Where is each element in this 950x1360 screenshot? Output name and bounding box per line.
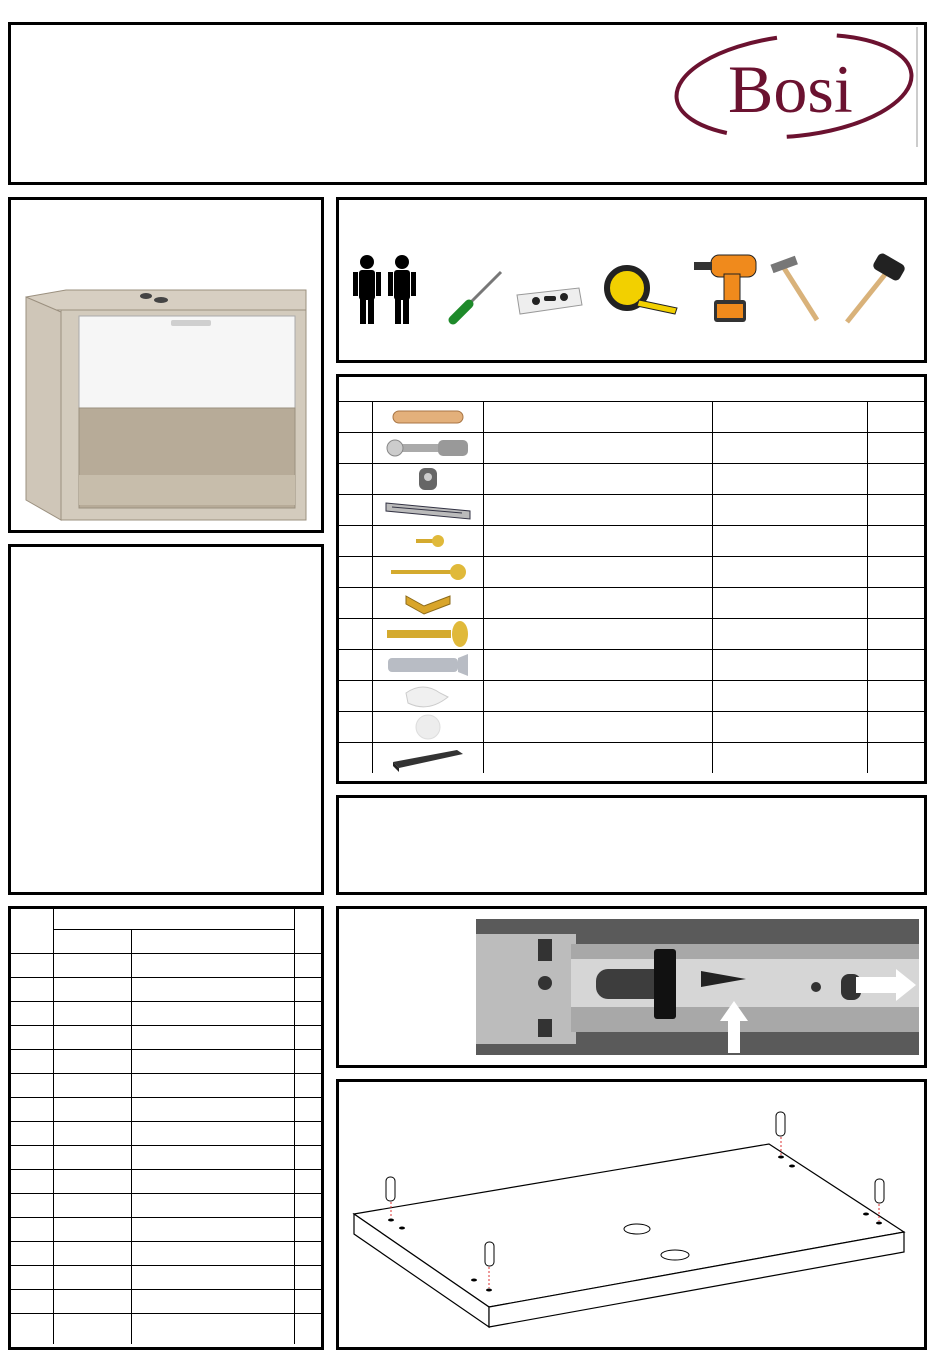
hardware-cell (483, 402, 712, 433)
hardware-cell (483, 681, 712, 712)
two-people-icon (353, 255, 416, 324)
hardware-image-cell (372, 743, 483, 774)
parts-cell (53, 954, 131, 978)
wall-plug-icon (373, 650, 483, 680)
parts-cell (11, 1266, 53, 1290)
parts-cell (294, 1098, 321, 1122)
hardware-row (339, 743, 924, 774)
parts-table-subheader (11, 930, 321, 954)
product-image-panel (8, 197, 324, 533)
hardware-cell (712, 557, 868, 588)
hardware-cell (339, 650, 372, 681)
parts-cell (53, 1170, 131, 1194)
parts-table-row (11, 1098, 321, 1122)
hardware-list-panel (336, 374, 927, 784)
parts-cell (11, 1026, 53, 1050)
note-panel (336, 795, 927, 895)
bosi-logo (672, 28, 917, 148)
hardware-cell (868, 650, 924, 681)
parts-cell (294, 1194, 321, 1218)
tape-measure-icon (607, 268, 677, 314)
hardware-row (339, 433, 924, 464)
parts-list-panel (8, 906, 324, 1350)
hardware-row (339, 650, 924, 681)
hardware-cell (339, 619, 372, 650)
parts-table-row (11, 1218, 321, 1242)
hardware-cell (339, 433, 372, 464)
hammer-icon (770, 256, 817, 320)
hardware-cell (868, 464, 924, 495)
parts-table-row (11, 1050, 321, 1074)
hardware-row (339, 526, 924, 557)
parts-cell (131, 1050, 294, 1074)
hardware-table (339, 401, 924, 773)
tools-panel (336, 197, 927, 363)
parts-cell (294, 954, 321, 978)
hardware-cell (483, 464, 712, 495)
parts-cell (294, 1290, 321, 1314)
hardware-cell (339, 526, 372, 557)
hardware-cell (712, 433, 868, 464)
wood-dowel-icon (373, 402, 483, 432)
hardware-row (339, 588, 924, 619)
parts-table-row (11, 1002, 321, 1026)
short-screw-icon (373, 526, 483, 556)
parts-cell (11, 1098, 53, 1122)
parts-cell (53, 1242, 131, 1266)
hardware-cell (868, 402, 924, 433)
parts-table-row (11, 1314, 321, 1345)
parts-table-row (11, 1074, 321, 1098)
cover-cap-icon (373, 712, 483, 742)
parts-cell (53, 1218, 131, 1242)
hardware-cell (483, 588, 712, 619)
parts-cell (11, 1218, 53, 1242)
parts-table-row (11, 1290, 321, 1314)
hardware-cell (483, 433, 712, 464)
hardware-row (339, 495, 924, 526)
hardware-row (339, 464, 924, 495)
parts-cell (53, 978, 131, 1002)
hardware-cell (868, 526, 924, 557)
panel-dowel-insertion-diagram (339, 1082, 924, 1347)
hardware-image-cell (372, 681, 483, 712)
parts-cell (11, 1050, 53, 1074)
parts-cell (131, 1266, 294, 1290)
hardware-cell (868, 743, 924, 774)
hardware-cell (483, 712, 712, 743)
parts-cell (294, 1146, 321, 1170)
parts-cell (11, 1242, 53, 1266)
hardware-cell (712, 526, 868, 557)
hardware-cell (483, 743, 712, 774)
parts-cell (131, 1026, 294, 1050)
parts-cell (11, 1146, 53, 1170)
parts-cell (11, 1170, 53, 1194)
hardware-cell (868, 433, 924, 464)
parts-cell (131, 1074, 294, 1098)
hardware-cell (712, 495, 868, 526)
parts-cell (131, 978, 294, 1002)
parts-cell (131, 1242, 294, 1266)
hardware-cell (339, 464, 372, 495)
parts-cell (11, 1314, 53, 1345)
hardware-cell (339, 681, 372, 712)
parts-cell (53, 1194, 131, 1218)
parts-cell (294, 1122, 321, 1146)
corner-cap-icon (373, 681, 483, 711)
parts-cell (294, 1170, 321, 1194)
slide-release-panel (336, 906, 927, 1068)
hardware-row (339, 402, 924, 433)
parts-cell (53, 1098, 131, 1122)
parts-cell (294, 1074, 321, 1098)
cam-lock-icon (373, 464, 483, 494)
hardware-cell (339, 495, 372, 526)
parts-table-header (11, 909, 321, 930)
screwdriver-icon (453, 272, 501, 320)
hardware-cell (339, 743, 372, 774)
hardware-cell (339, 588, 372, 619)
hardware-cell (868, 619, 924, 650)
header-cell (11, 909, 53, 954)
hardware-cell (712, 712, 868, 743)
drawer-slide-icon (373, 495, 483, 525)
header-cell (294, 909, 321, 954)
parts-table-row (11, 978, 321, 1002)
hardware-image-cell (372, 712, 483, 743)
hardware-image-cell (372, 464, 483, 495)
parts-cell (53, 1266, 131, 1290)
hardware-cell (483, 557, 712, 588)
parts-cell (53, 1146, 131, 1170)
parts-cell (131, 954, 294, 978)
parts-table-row (11, 1194, 321, 1218)
parts-cell (131, 1170, 294, 1194)
parts-cell (11, 1290, 53, 1314)
hardware-image-cell (372, 557, 483, 588)
hardware-image-cell (372, 650, 483, 681)
hardware-cell (483, 495, 712, 526)
parts-cell (294, 978, 321, 1002)
drawer-slide-release-photo (476, 919, 919, 1055)
parts-cell (131, 1122, 294, 1146)
parts-cell (53, 1050, 131, 1074)
hardware-cell (712, 402, 868, 433)
rubber-mallet-icon (847, 252, 906, 322)
parts-cell (53, 1026, 131, 1050)
parts-cell (11, 1122, 53, 1146)
parts-cell (131, 1218, 294, 1242)
hardware-image-cell (372, 402, 483, 433)
angle-bracket-icon (373, 588, 483, 618)
hardware-cell (339, 712, 372, 743)
cabinet-illustration (11, 200, 321, 530)
hardware-cell (339, 402, 372, 433)
parts-table-row (11, 1170, 321, 1194)
step1-panel (336, 1079, 927, 1350)
parts-cell (11, 1074, 53, 1098)
spirit-level-icon (517, 288, 582, 314)
parts-table-row (11, 1266, 321, 1290)
hardware-image-cell (372, 588, 483, 619)
parts-cell (131, 1098, 294, 1122)
brand-name: Bosi (728, 51, 853, 127)
parts-cell (53, 1290, 131, 1314)
parts-table (11, 909, 321, 1344)
hardware-cell (868, 495, 924, 526)
parts-cell (294, 1026, 321, 1050)
parts-table-row (11, 954, 321, 978)
parts-table-row (11, 1122, 321, 1146)
hardware-cell (712, 681, 868, 712)
hardware-image-cell (372, 495, 483, 526)
hardware-cell (712, 588, 868, 619)
hardware-image-cell (372, 526, 483, 557)
parts-cell (131, 1194, 294, 1218)
parts-cell (53, 1074, 131, 1098)
parts-cell (294, 1002, 321, 1026)
tools-row (339, 200, 924, 360)
hardware-cell (868, 557, 924, 588)
parts-cell (11, 1002, 53, 1026)
hardware-cell (712, 743, 868, 774)
parts-cell (11, 954, 53, 978)
hardware-cell (712, 650, 868, 681)
parts-cell (131, 1002, 294, 1026)
parts-cell (131, 1146, 294, 1170)
hanging-rail-icon (373, 743, 483, 773)
hardware-cell (868, 681, 924, 712)
header-cell (53, 930, 131, 954)
parts-cell (294, 1050, 321, 1074)
hardware-cell (712, 619, 868, 650)
parts-cell (53, 1122, 131, 1146)
parts-cell (294, 1218, 321, 1242)
hardware-cell (483, 619, 712, 650)
hardware-image-cell (372, 433, 483, 464)
hardware-cell (339, 557, 372, 588)
parts-cell (294, 1266, 321, 1290)
hardware-cell (868, 588, 924, 619)
header-cell (131, 930, 294, 954)
parts-cell (53, 1002, 131, 1026)
parts-table-row (11, 1146, 321, 1170)
parts-cell (294, 1242, 321, 1266)
hardware-row (339, 557, 924, 588)
parts-cell (11, 978, 53, 1002)
hardware-list-header (339, 377, 924, 401)
wall-screw-icon (373, 619, 483, 649)
parts-cell (294, 1314, 321, 1345)
description-panel (8, 544, 324, 895)
parts-table-row (11, 1026, 321, 1050)
hardware-row (339, 712, 924, 743)
long-screw-icon (373, 557, 483, 587)
hardware-cell (868, 712, 924, 743)
parts-cell (11, 1194, 53, 1218)
hardware-image-cell (372, 619, 483, 650)
header-cell (53, 909, 294, 930)
parts-cell (131, 1290, 294, 1314)
cordless-drill-icon (694, 255, 756, 322)
parts-table-row (11, 1242, 321, 1266)
hardware-row (339, 681, 924, 712)
hardware-cell (483, 526, 712, 557)
cam-bolt-icon (373, 433, 483, 463)
parts-cell (53, 1314, 131, 1345)
parts-cell (131, 1314, 294, 1345)
hardware-cell (483, 650, 712, 681)
hardware-row (339, 619, 924, 650)
hardware-cell (712, 464, 868, 495)
